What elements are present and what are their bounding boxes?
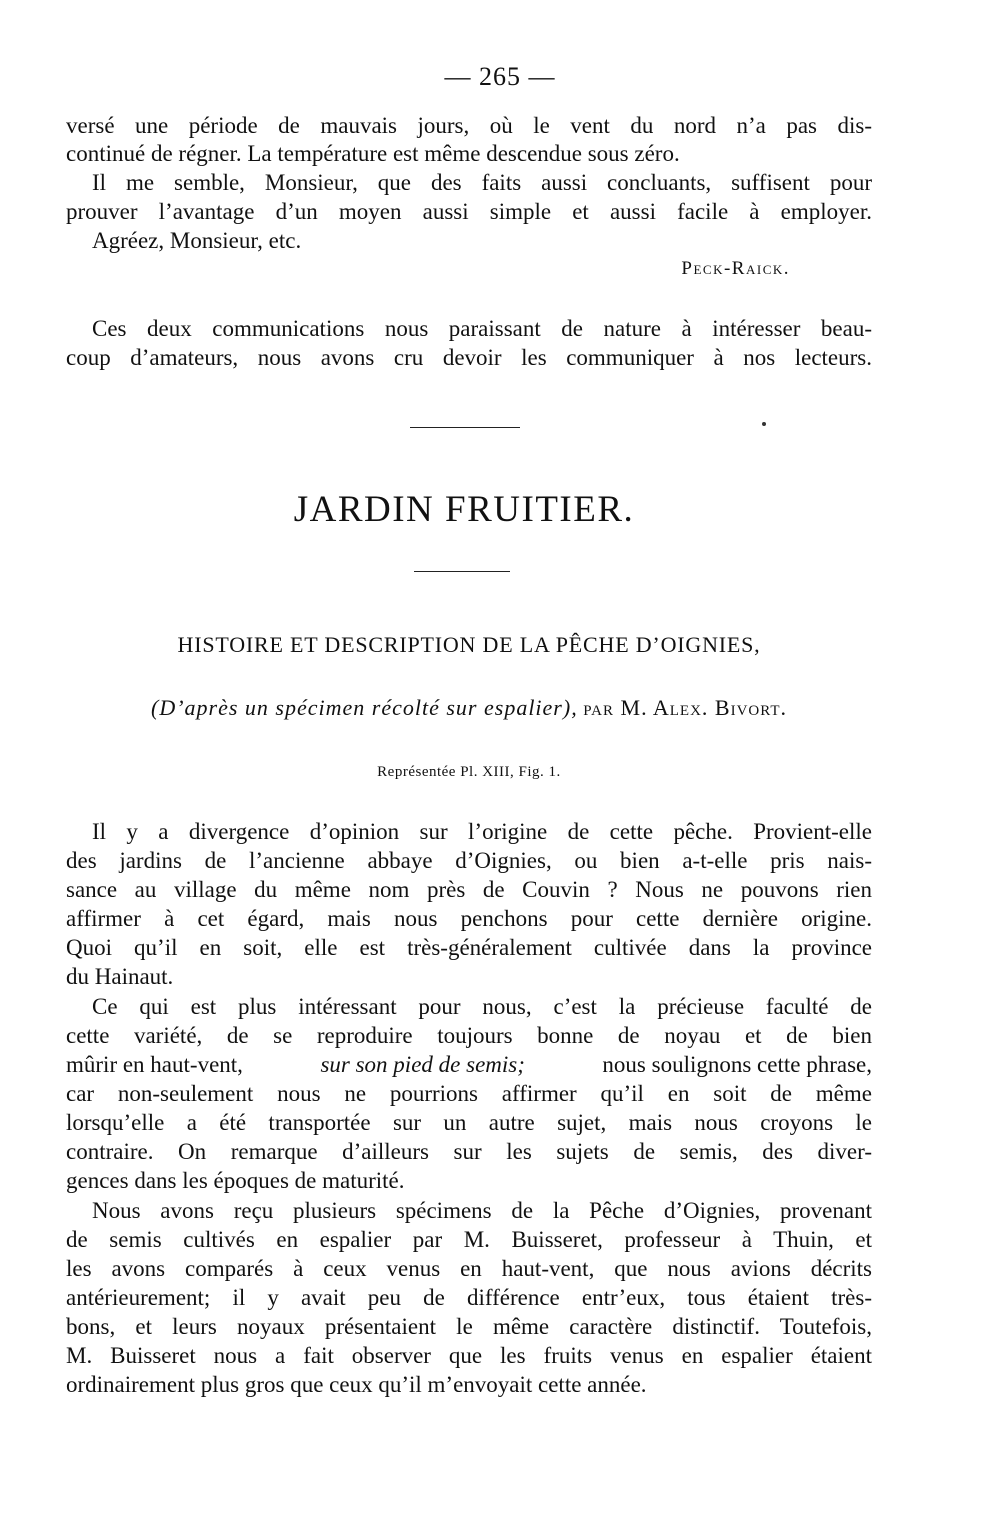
page-number: — 265 —: [444, 62, 556, 91]
paragraph-line: Il y a divergence d’opinion sur l’origine de cette pêche. Provient-elle: [92, 819, 872, 844]
article-title: HISTOIRE ET DESCRIPTION DE LA PÊCHE D’OIGNIES,: [177, 632, 761, 657]
paragraph-line: M. Buisseret nous a fait observer que les fruits venus en espalier étaient: [66, 1343, 872, 1368]
paragraph-line: affirmer à cet égard, mais nous penchons pour cette dernière origine.: [66, 906, 872, 931]
paragraph-line: Nous avons reçu plusieurs spécimens de la Pêche d’Oignies, provenant: [92, 1198, 872, 1223]
byline-author: par M. Alex. Bivort.: [583, 695, 787, 720]
letter-line: Il me semble, Monsieur, que des faits aussi concluants, suffisent pour: [92, 170, 872, 195]
editor-note-line: coup d’amateurs, nous avons cru devoir les communiquer à nos lecteurs.: [66, 345, 872, 370]
paragraph-line: [66, 1051, 872, 1079]
article-byline: [0, 695, 938, 721]
paragraph-line: gences dans les époques de maturité.: [66, 1168, 405, 1193]
paragraph-line: antérieurement; il y avait peu de différence entr’eux, tous étaient très-: [66, 1285, 872, 1310]
letter-line: Agréez, Monsieur, etc.: [92, 228, 302, 253]
paragraph-line: cette variété, de se reproduire toujours bonne de noyau et de bien: [66, 1023, 872, 1048]
letter-signature: Peck-Raick.: [681, 258, 790, 279]
paragraph-line: des jardins de l’ancienne abbaye d’Oignies, ou bien a-t-elle pris nais-: [66, 848, 872, 873]
print-speck: [762, 422, 766, 426]
plate-reference: Représentée Pl. XIII, Fig. 1.: [377, 764, 561, 780]
section-separator-rule: [410, 427, 520, 428]
paragraph-line: bons, et leurs noyaux présentaient le même caractère distinctif. Toutefois,: [66, 1314, 872, 1339]
paragraph-line: car non-seulement nous ne pourrions affirmer qu’il en soit de même: [66, 1081, 872, 1106]
paragraph-line: sance au village du même nom près de Couvin ? Nous ne pouvons rien: [66, 877, 872, 902]
paragraph-line: contraire. On remarque d’ailleurs sur les sujets de semis, des diver-: [66, 1139, 872, 1164]
letter-line: continué de régner. La température est même descendue sous zéro.: [66, 141, 680, 166]
editor-note-line: Ces deux communications nous paraissant de nature à intéresser beau-: [92, 316, 872, 341]
paragraph-text: mûrir en haut-vent,: [66, 1052, 243, 1077]
paragraph-line: les avons comparés à ceux venus en haut-vent, que nous avions décrits: [66, 1256, 872, 1281]
byline-source: (D’après un spécimen récolté sur espalier),: [151, 695, 578, 720]
paragraph-text: nous soulignons cette phrase,: [602, 1052, 872, 1077]
paragraph-line: de semis cultivés en espalier par M. Buisseret, professeur à Thuin, et: [66, 1227, 872, 1252]
letter-line: prouver l’avantage d’un moyen aussi simple et aussi facile à employer.: [66, 199, 872, 224]
paragraph-line: Ce qui est plus intéressant pour nous, c’est la précieuse faculté de: [92, 994, 872, 1019]
paragraph-line: ordinairement plus gros que ceux qu’il m’envoyait cette année.: [66, 1372, 647, 1397]
section-title: JARDIN FRUITIER.: [293, 489, 635, 530]
title-underline-rule: [414, 571, 510, 572]
paragraph-line: lorsqu’elle a été transportée sur un autre sujet, mais nous croyons le: [66, 1110, 872, 1135]
paragraph-line: Quoi qu’il en soit, elle est très-généralement cultivée dans la province: [66, 935, 872, 960]
paragraph-line: du Hainaut.: [66, 964, 174, 989]
emphasized-phrase: sur son pied de semis;: [320, 1052, 525, 1077]
letter-line: versé une période de mauvais jours, où le vent du nord n’a pas dis-: [66, 113, 872, 138]
